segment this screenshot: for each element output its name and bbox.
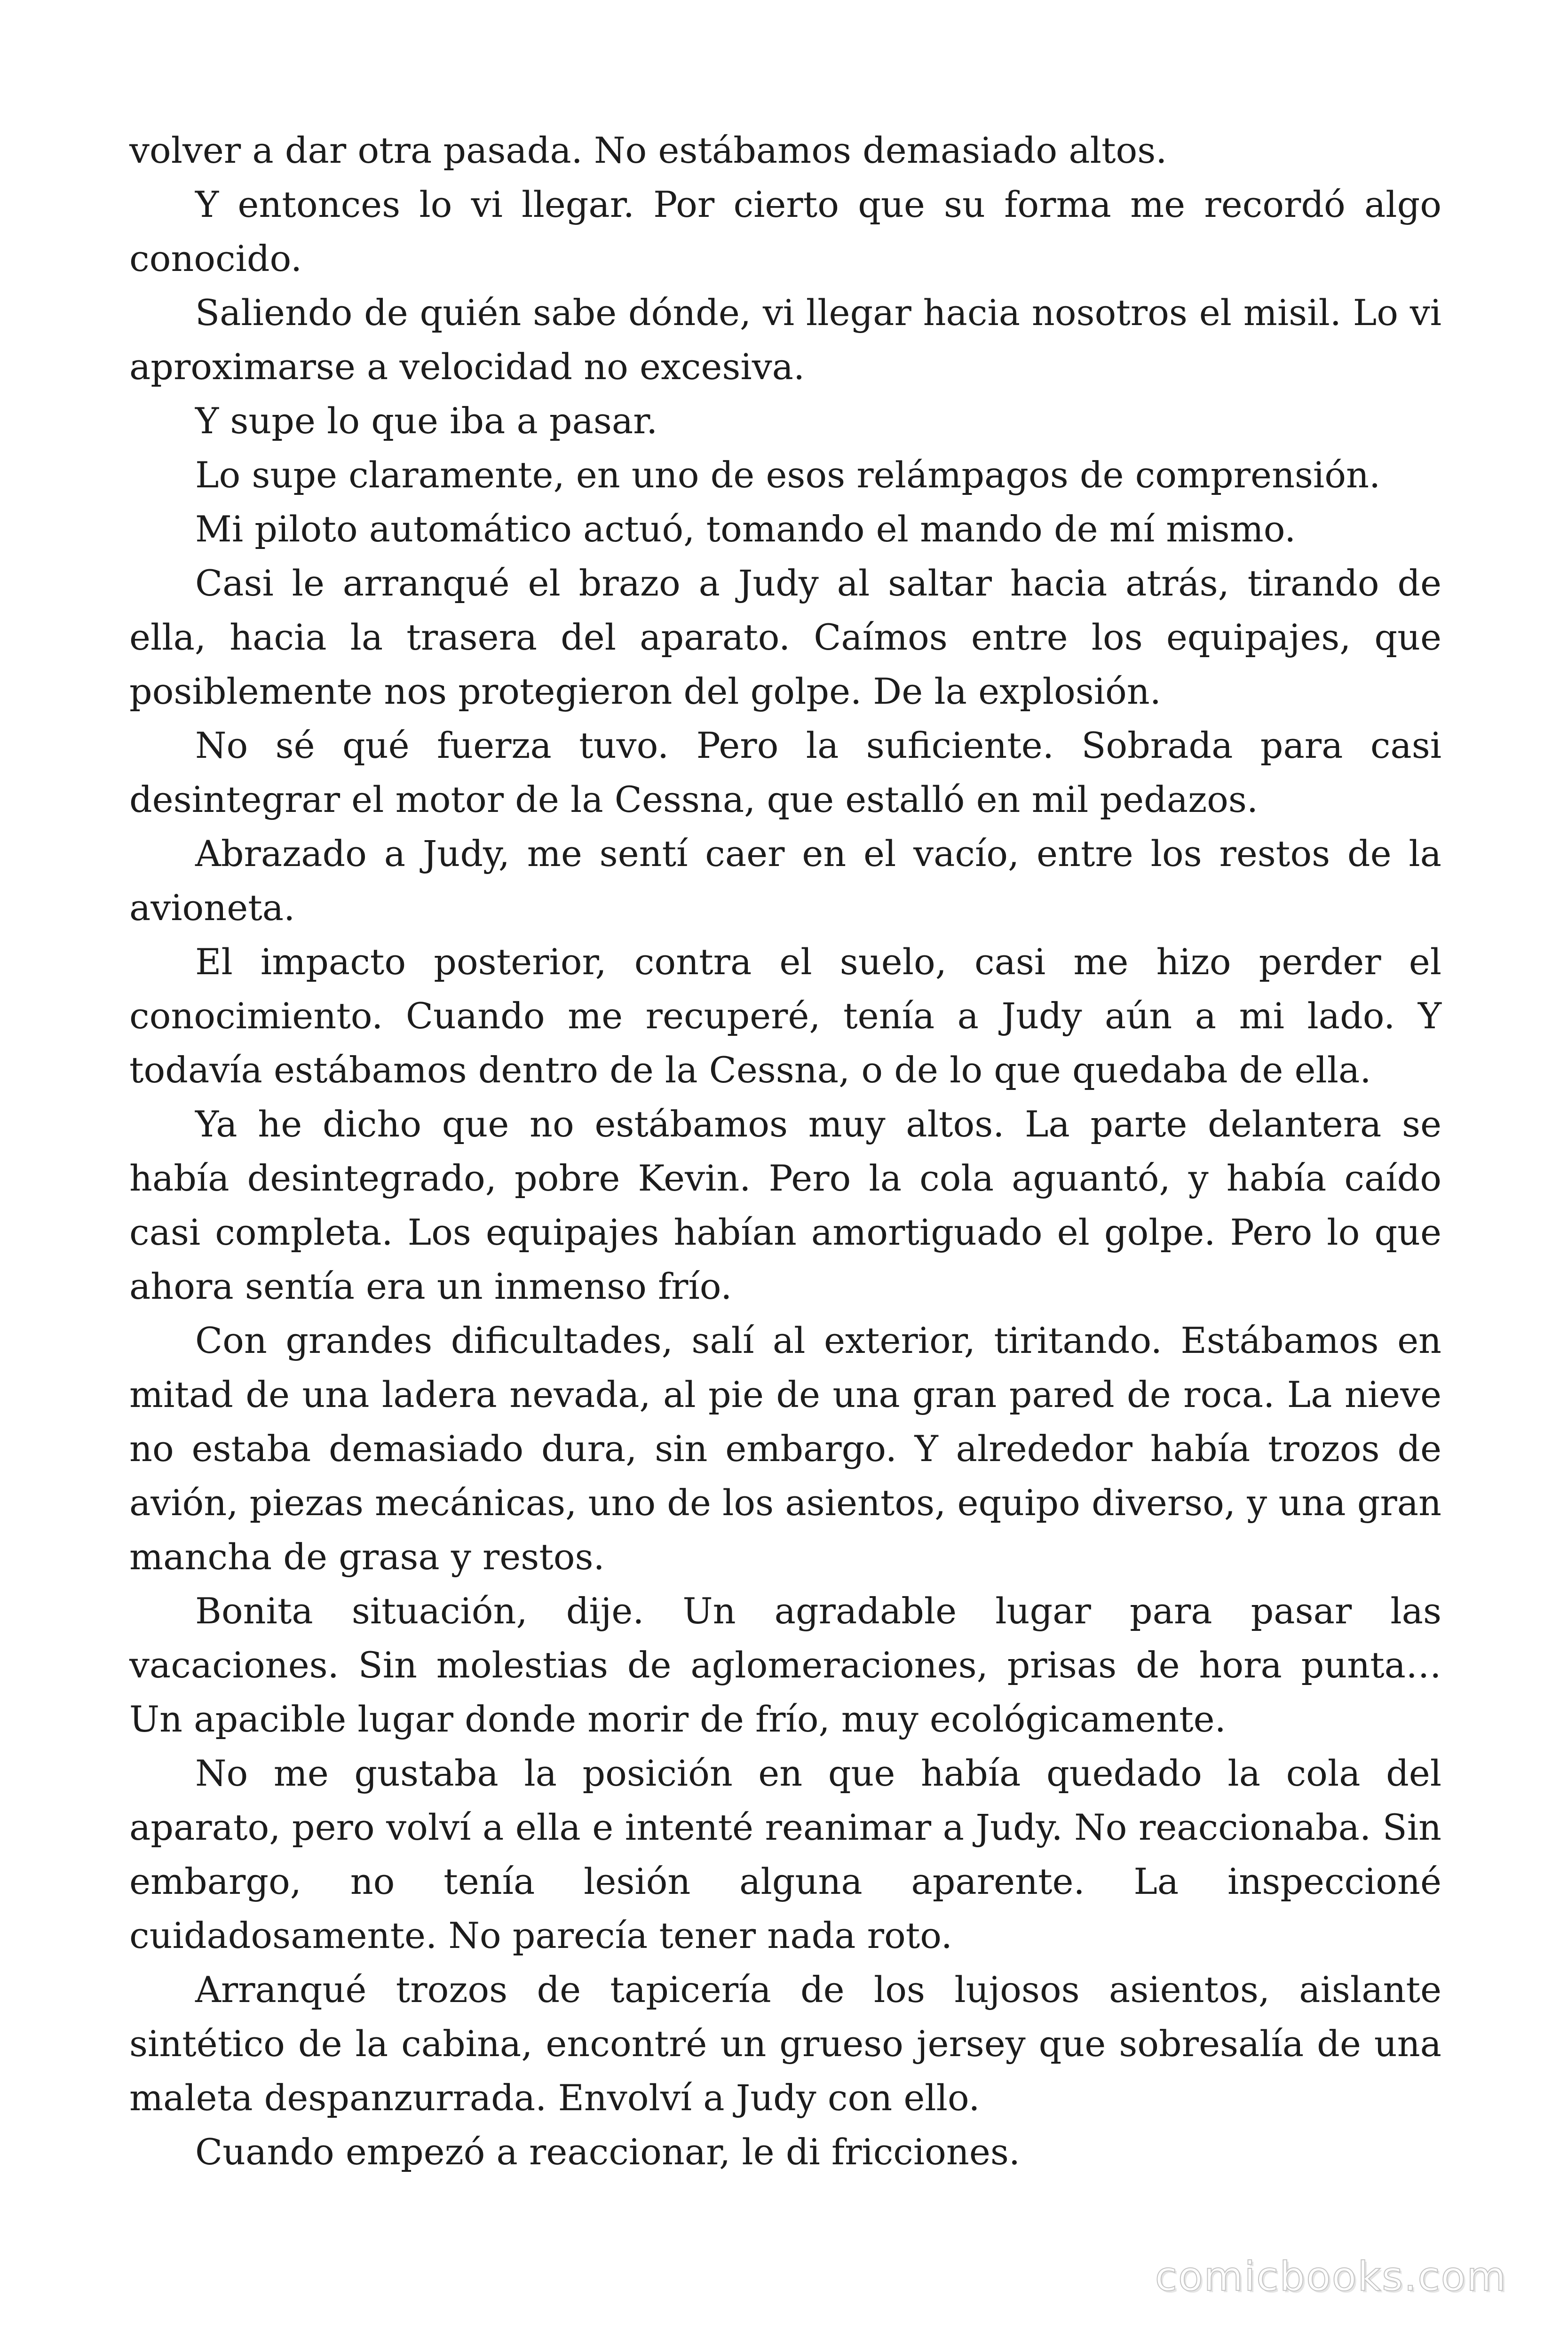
- paragraph: Arranqué trozos de tapicería de los lujosos asientos, aislante sintético de la cabina, encontré un grueso jersey que sobresalía de una maleta despanzurrada. Envolví a Judy con ello.: [129, 1969, 1441, 2119]
- paragraph: No sé qué fuerza tuvo. Pero la suficiente. Sobrada para casi desintegrar el motor de la Cessna, que estalló en mil pedazos.: [129, 724, 1441, 820]
- paragraph: Con grandes dificultades, salí al exterior, tiritando. Estábamos en mitad de una ladera nevada, al pie de una gran pared de roca. La nieve no estaba demasiado dura, sin embargo. Y alrededor había trozos de avión, piezas mecánicas, uno de los asientos, equipo diverso, y una gran mancha de grasa y restos.: [129, 1319, 1441, 1578]
- paragraph: Y supe lo que iba a pasar.: [195, 400, 658, 442]
- paragraph: Cuando empezó a reaccionar, le di fricciones.: [195, 2131, 1020, 2173]
- watermark: comicbooks.com: [1155, 2253, 1507, 2300]
- paragraph: Y entonces lo vi llegar. Por cierto que su forma me recordó algo conocido.: [129, 183, 1441, 279]
- paragraph: Abrazado a Judy, me sentí caer en el vacío, entre los restos de la avioneta.: [129, 833, 1441, 929]
- paragraph-continued: volver a dar otra pasada. No estábamos demasiado altos.: [129, 129, 1167, 171]
- paragraph: Lo supe claramente, en uno de esos relámpagos de comprensión.: [195, 454, 1381, 496]
- paragraph: Saliendo de quién sabe dónde, vi llegar hacia nosotros el misil. Lo vi aproximarse a velocidad no excesiva.: [129, 292, 1441, 388]
- paragraph: Bonita situación, dije. Un agradable lugar para pasar las vacaciones. Sin molestias de aglomeraciones, prisas de hora punta… Un apacible lugar donde morir de frío, muy ecológicamente.: [129, 1590, 1441, 1740]
- paragraph: Ya he dicho que no estábamos muy altos. La parte delantera se había desintegrado, pobre Kevin. Pero la cola aguantó, y había caído casi completa. Los equipajes habían amortiguado el golpe. Pero lo que ahora sentía era un inmenso frío.: [129, 1103, 1441, 1307]
- paragraph: Mi piloto automático actuó, tomando el mando de mí mismo.: [195, 508, 1296, 550]
- paragraph: El impacto posterior, contra el suelo, casi me hizo perder el conocimiento. Cuando me recuperé, tenía a Judy aún a mi lado. Y todavía estábamos dentro de la Cessna, o de lo que quedaba de ella.: [129, 941, 1441, 1091]
- body-text: [129, 123, 1441, 2179]
- paragraph: No me gustaba la posición en que había quedado la cola del aparato, pero volví a ella e intenté reanimar a Judy. No reaccionaba. Sin embargo, no tenía lesión alguna aparente. La inspeccioné cuidadosamente. No parecía tener nada roto.: [129, 1752, 1441, 1956]
- paragraph: Casi le arranqué el brazo a Judy al saltar hacia atrás, tirando de ella, hacia la trasera del aparato. Caímos entre los equipajes, que posiblemente nos protegieron del golpe. De la explosión.: [129, 562, 1441, 712]
